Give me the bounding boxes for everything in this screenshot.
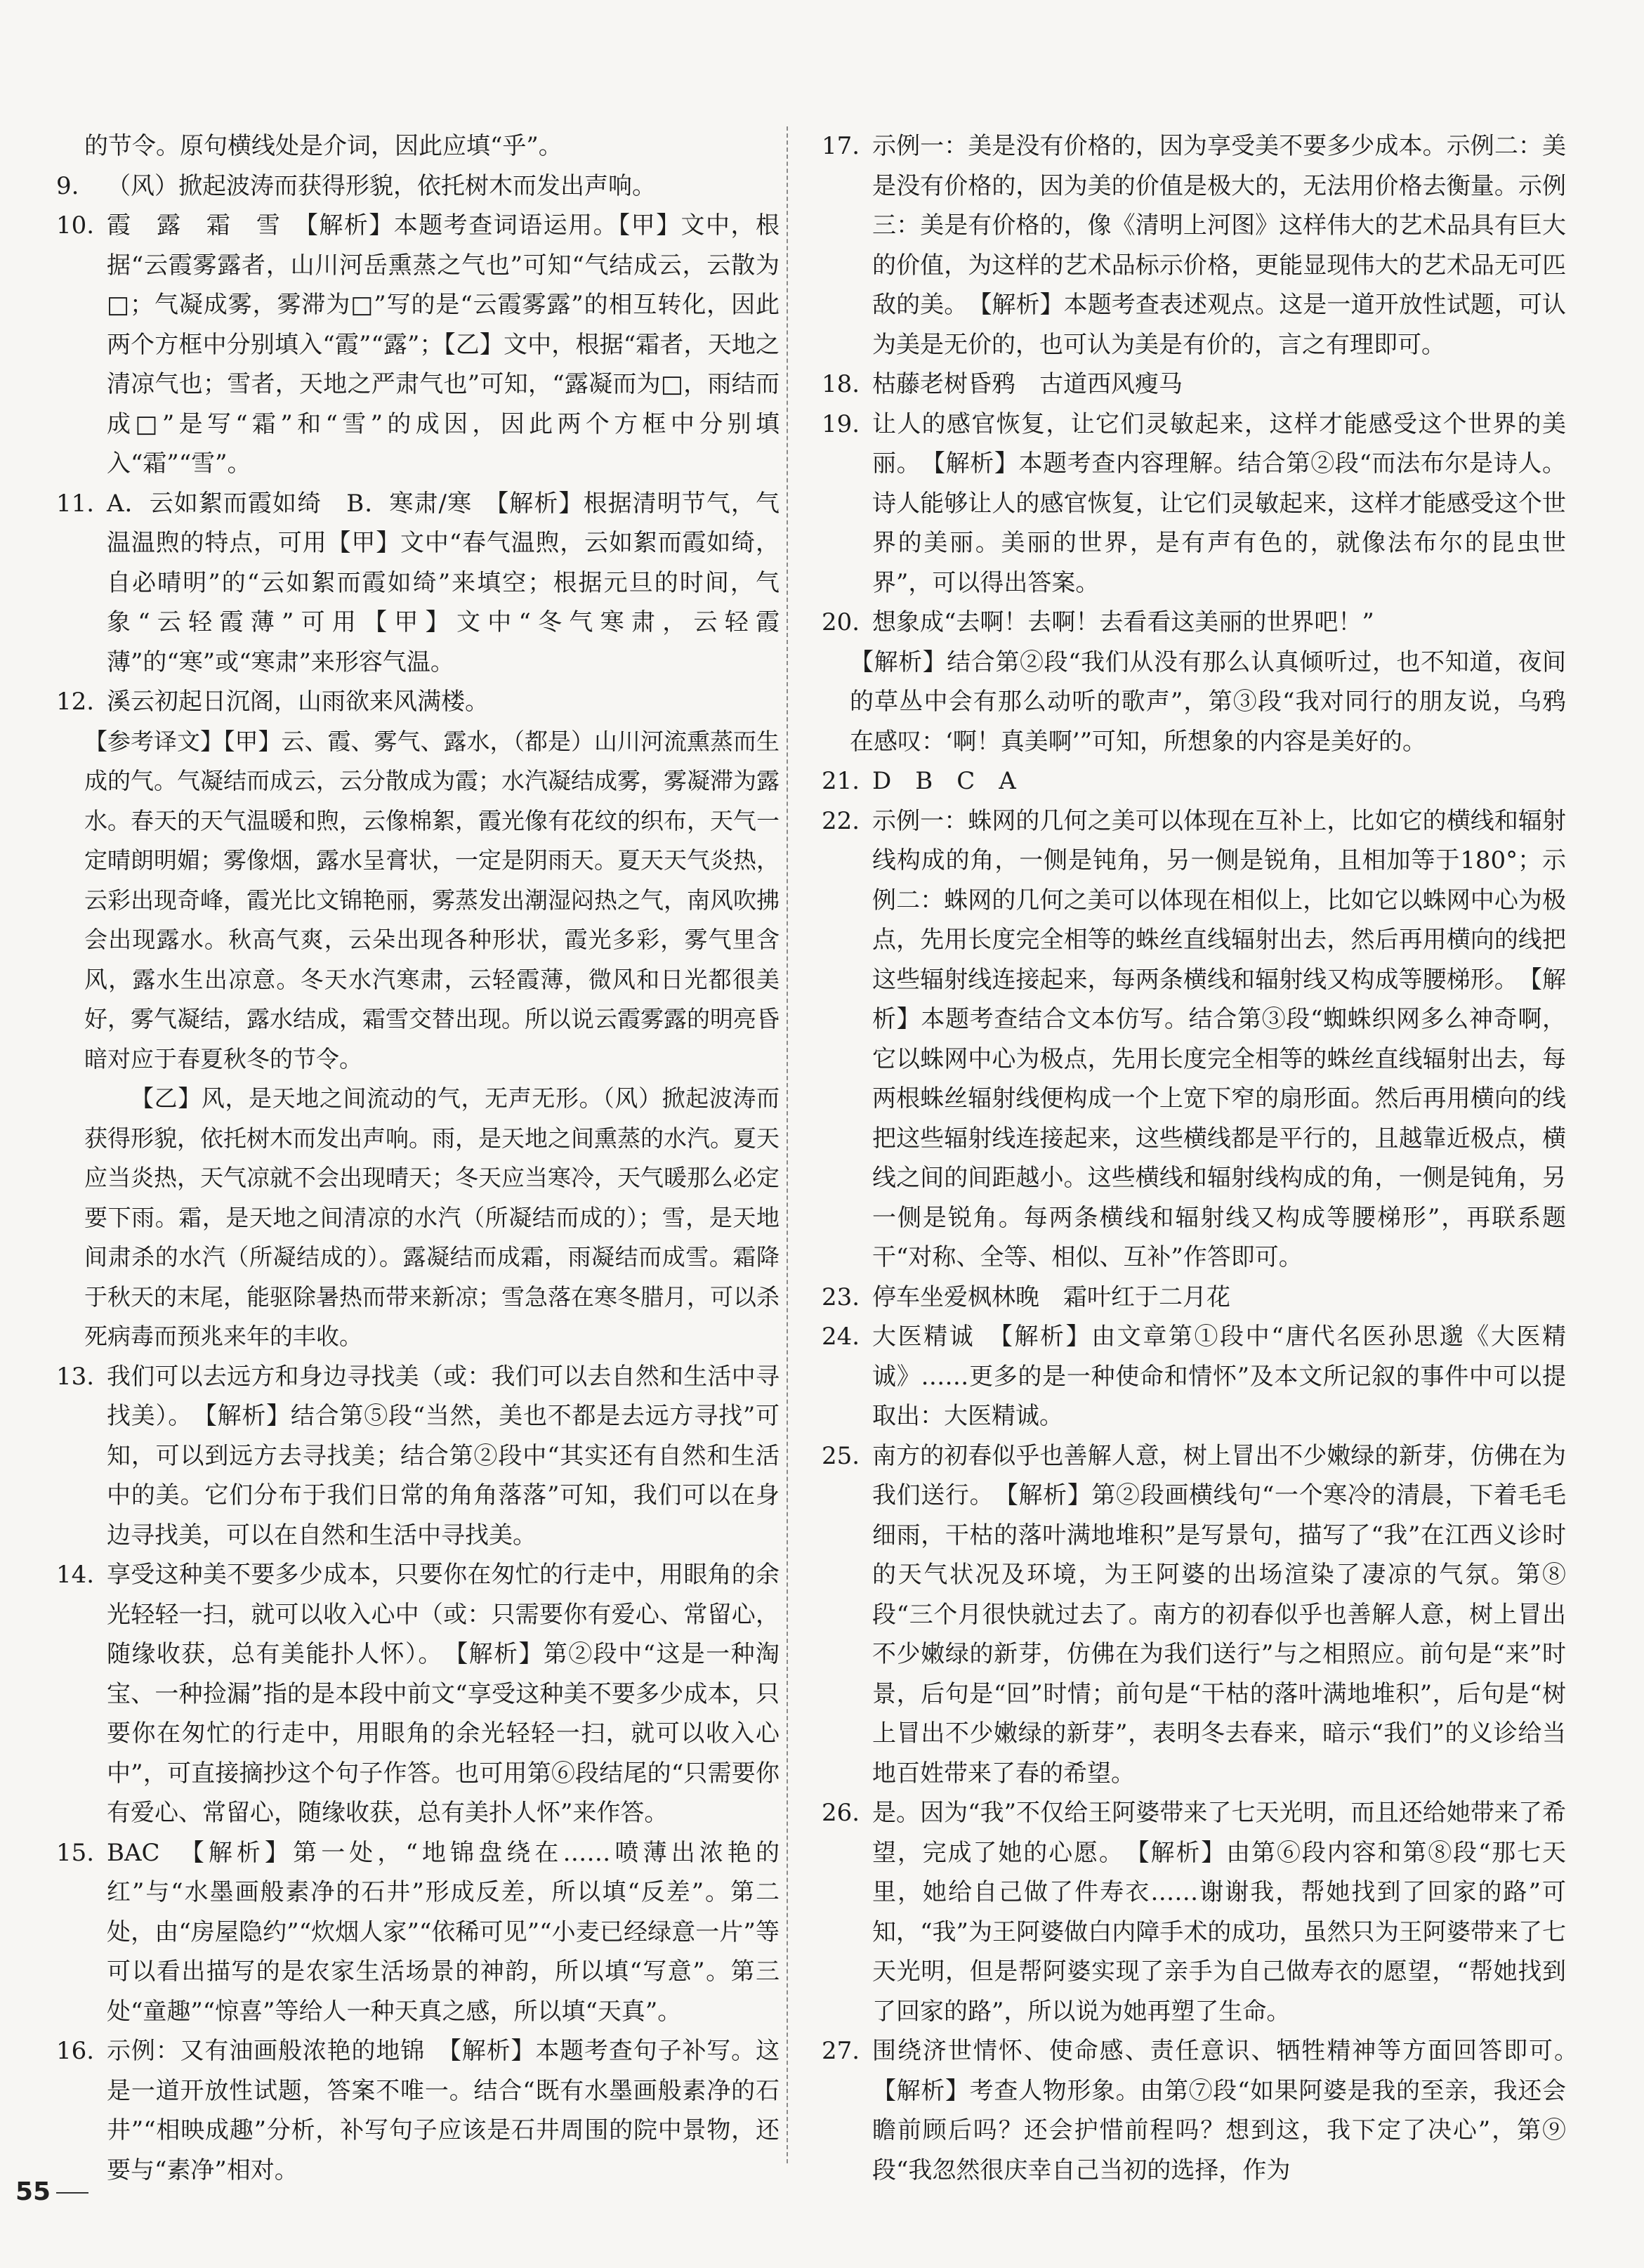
answer-item <box>822 126 1566 365</box>
question-number: 25. <box>822 1441 860 1470</box>
page-number: 55 <box>15 2177 88 2206</box>
answer-item <box>822 1436 1566 1794</box>
question-number: 16. <box>56 2037 95 2065</box>
answer-text: 枯藤老树昏鸦 古道西风瘦马 <box>872 370 1183 398</box>
answer-text: 溪云初起日沉阁，山雨欲来风满楼。 <box>107 688 489 716</box>
answer-item <box>56 1357 780 1556</box>
answer-text: 停车坐爱枫林晚 霜叶红于二月花 <box>872 1283 1230 1311</box>
translation-paragraph: 【乙】风，是天地之间流动的气，无声无形。（风）掀起波涛而获得形貌，依托树木而发出声响。雨，是天地之间熏蒸的水汽。夏天应当炎热，天气凉就不会出现晴天；冬天应当寒冷，天气暖那么必定要下雨。霜，是天地之间清凉的水汽（所凝结而成的）；雪，是天地间肃杀的水汽（所凝结成的）。露凝结而成霜，雨凝结而成雪。霜降于秋天的末尾，能驱除暑热而带来新凉；雪急落在寒冬腊月，可以杀死病毒而预兆来年的丰收。 <box>84 1084 780 1350</box>
answer-item <box>822 1317 1566 1436</box>
continuation-text: 的节令。原句横线处是介词，因此应填“乎”。 <box>84 132 563 160</box>
question-number: 10. <box>56 211 95 240</box>
answer-text: 示例：又有油画般浓艳的地锦 【解析】本题考查句子补写。这是一道开放性试题，答案不唯一。结合“既有水墨画般素净的石井”“相映成趣”分析，补写句子应该是石井周围的院中景物，还要与“素净”相对。 <box>107 2037 780 2184</box>
answer-item <box>56 1555 780 1833</box>
answer-item <box>822 603 1566 643</box>
answer-text: （风）掀起波涛而获得形貌，依托树木而发出声响。 <box>107 171 656 200</box>
answer-item <box>56 2031 780 2190</box>
answer-item <box>822 761 1566 801</box>
question-number: 19. <box>822 409 860 438</box>
question-number: 17. <box>822 132 860 160</box>
question-number: 9. <box>56 171 79 200</box>
answer-text: 围绕济世情怀、使命感、责任意识、牺牲精神等方面回答即可。 【解析】考查人物形象。由第⑦段“如果阿婆是我的至亲，我还会瞻前顾后吗？还会护惜前程吗？想到这，我下定了决心”，第⑨段“我忽然很庆幸自己当初的选择，作为 <box>872 2037 1590 2184</box>
question-number: 26. <box>822 1799 860 1827</box>
column-divider <box>787 126 788 2163</box>
answer-text: D B C A <box>872 767 1016 795</box>
answer-item <box>56 484 780 683</box>
question-number: 23. <box>822 1283 860 1311</box>
translation-paragraph: 【参考译文】【甲】云、霞、雾气、露水，（都是）山川河流熏蒸而生成的气。气凝结而成云，云分散成为霞；水汽凝结成雾，雾凝滞为露水。春天的天气温暖和煦，云像棉絮，霞光像有花纹的织布，天气一定晴朗明媚；雾像烟，露水呈膏状，一定是阴雨天。夏天天气炎热，云彩出现奇峰，霞光比文锦艳丽，雾蒸发出潮湿闷热之气，南风吹拂会出现露水。秋高气爽，云朵出现各种形状，霞光多彩，雾气里含风，露水生出凉意。冬天水汽寒肃，云轻霞薄，微风和日光都很美好，雾气凝结，露水结成，霜雪交替出现。所以说云霞雾露的明亮昏暗对应于春夏秋冬的节令。 <box>84 727 780 1073</box>
answer-item <box>822 801 1566 1278</box>
question-number: 14. <box>56 1561 95 1589</box>
question-number: 22. <box>822 806 860 835</box>
answer-item <box>56 166 780 207</box>
answer-text: 南方的初春似乎也善解人意，树上冒出不少嫩绿的新芽，仿佛在为我们送行。 【解析】第②段画横线句“一个寒冷的清晨，下着毛毛细雨，干枯的落叶满地堆积”是写景句，描写了“我”在江西义诊时的天气状况及环境，为王阿婆的出场渲染了凄凉的气氛。第⑧段“三个月很快就过去了。南方的初春似乎也善解人意，树上冒出不少嫩绿的新芽，仿佛在为我们送行”与之相照应。前句是“来”时景，后句是“回”时情；前句是“干枯的落叶满地堆积”，后句是“树上冒出不少嫩绿的新芽”，表明冬去春来，暗示“我们”的义诊给当地百姓带来了春的希望。 <box>872 1441 1566 1788</box>
answer-text: 示例一：蛛网的几何之美可以体现在互补上，比如它的横线和辐射线构成的角，一侧是钝角，另一侧是锐角，且相加等于180°；示例二：蛛网的几何之美可以体现在相似上，比如它以蛛网中心为极点，先用长度完全相等的蛛丝直线辐射出去，然后再用横向的线把这些辐射线连接起来，每两条横线和辐射线又构成等腰梯形。 【解析】本题考查结合文本仿写。结合第③段“蜘蛛织网多么神奇啊，它以蛛网中心为极点，先用长度完全相等的蛛丝直线辐射出去，每两根蛛丝辐射线便构成一个上宽下窄的扇形面。然后再用横向的线把这些辐射线连接起来，这些横线都是平行的，且越靠近极点，横线之间的间距越小。这些横线和辐射线构成的角，一侧是钝角，另一侧是锐角。每两条横线和辐射线又构成等腰梯形”，再联系题干“对称、全等、相似、互补”作答即可。 <box>872 806 1566 1271</box>
answer-text: 享受这种美不要多少成本，只要你在匆忙的行走中，用眼角的余光轻轻一扫，就可以收入心中（或：只需要你有爱心、常留心，随缘收获，总有美能扑人怀）。 【解析】第②段中“这是一种淘宝、一种捡漏”指的是本段中前文“享受这种美不要多少成本，只要你在匆忙的行走中，用眼角的余光轻轻一扫，就可以收入心中”，可直接摘抄这个句子作答。也可用第⑥段结尾的“只需要你有爱心、常留心，随缘收获，总有美扑人怀”来作答。 <box>107 1561 780 1827</box>
answer-text: 大医精诚 【解析】由文章第①段中“唐代名医孙思邈《大医精诚》……更多的是一种使命和情怀”及本文所记叙的事件中可以提取出：大医精诚。 <box>872 1323 1566 1430</box>
answer-text: A．云如絮而霞如绮 B．寒肃/寒 【解析】根据清明节气，气温温煦的特点，可用【甲】文中“春气温煦，云如絮而霞如绮，自必晴明”的“云如絮而霞如绮”来填空；根据元旦的时间，气象“云轻霞薄”可用【甲】文中“冬气寒肃，云轻霞薄”的“寒”或“寒肃”来形容气温。 <box>107 489 780 676</box>
answer-item <box>56 682 780 722</box>
question-number: 20. <box>822 608 860 636</box>
answer-text: 示例一：美是没有价格的，因为享受美不要多少成本。示例二：美是没有价格的，因为美的价值是极大的，无法用价格去衡量。示例三：美是有价格的，像《清明上河图》这样伟大的艺术品具有巨大的价值，为这样的艺术品标示价格，更能显现伟大的艺术品无可匹敌的美。 【解析】本题考查表述观点。这是一道开放性试题，可认为美是无价的，也可认为美是有价的，言之有理即可。 <box>872 132 1566 359</box>
answer-text: 我们可以去远方和身边寻找美（或：我们可以去自然和生活中寻找美）。 【解析】结合第⑤段“当然，美也不都是去远方寻找”可知，可以到远方去寻找美；结合第②段中“其实还有自然和生活中的美。它们分布于我们日常的角角落落”可知，我们可以在身边寻找美，可以在自然和生活中寻找美。 <box>107 1362 780 1549</box>
answer-item <box>56 206 780 484</box>
answer-item <box>822 1278 1566 1318</box>
question-number: 24. <box>822 1323 860 1351</box>
question-number: 12. <box>56 688 95 716</box>
left-column <box>56 126 780 2190</box>
question-number: 11. <box>56 489 95 518</box>
answer-item <box>822 1793 1566 2031</box>
answer-item <box>56 1833 780 2032</box>
question-number: 18. <box>822 370 860 398</box>
question-number: 21. <box>822 767 860 795</box>
answer-item <box>822 365 1566 405</box>
answer-item <box>822 405 1566 603</box>
question-number: 15. <box>56 1838 95 1867</box>
answer-text: 让人的感官恢复，让它们灵敏起来，这样才能感受这个世界的美丽。 【解析】本题考查内容理解。结合第②段“而法布尔是诗人。诗人能够让人的感官恢复，让它们灵敏起来，这样才能感受这个世界的美丽。美丽的世界，是有声有色的，就像法布尔的昆虫世界”，可以得出答案。 <box>872 409 1566 597</box>
answer-text: 霞 露 霜 雪 【解析】本题考查词语运用。【甲】文中，根据“云霞雾露者，山川河岳熏蒸之气也”可知“气结成云，云散为□；气凝成雾，雾滞为□”写的是“云霞雾露”的相互转化，因此两个方框中分别填入“霞”“露”；【乙】文中，根据“霜者，天地之清凉气也；雪者，天地之严肃气也”可知，“露凝而为□，雨结而成□”是写“霜”和“雪”的成因，因此两个方框中分别填入“霜”“雪”。 <box>107 211 780 478</box>
answer-item <box>822 2031 1590 2190</box>
answer-text: BAC 【解析】第一处，“地锦盘绕在……喷薄出浓艳的红”与“水墨画般素净的石井”形成反差，所以填“反差”。第二处，由“房屋隐约”“炊烟人家”“依稀可见”“小麦已经绿意一片”等可以看出描写的是农家生活场景的神韵，所以填“写意”。第三处“童趣”“惊喜”等给人一种天真之感，所以填“天真”。 <box>107 1838 780 2026</box>
question-number: 27. <box>822 2037 860 2065</box>
right-column <box>822 126 1590 2190</box>
answer-text: 是。因为“我”不仅给王阿婆带来了七天光明，而且还给她带来了希望，完成了她的心愿。 【解析】由第⑥段内容和第⑧段“那七天里，她给自己做了件寿衣……谢谢我，帮她找到了回家的路”可知，“我”为王阿婆做白内障手术的成功，虽然只为王阿婆带来了七天光明，但是帮阿婆实现了亲手为自己做寿衣的愿望，“帮她找到了回家的路”，所以说为她再塑了生命。 <box>872 1799 1566 2026</box>
continuation-text: 【解析】结合第②段“我们从没有那么认真倾听过，也不知道，夜间的草丛中会有那么动听的歌声”，第③段“我对同行的朋友说，乌鸦在感叹：‘啊！真美啊’”可知，所想象的内容是美好的。 <box>850 648 1566 756</box>
reference-translation <box>56 722 780 1357</box>
answer-text: 想象成“去啊！去啊！去看看这美丽的世界吧！” <box>872 608 1374 636</box>
question-number: 13. <box>56 1362 95 1391</box>
